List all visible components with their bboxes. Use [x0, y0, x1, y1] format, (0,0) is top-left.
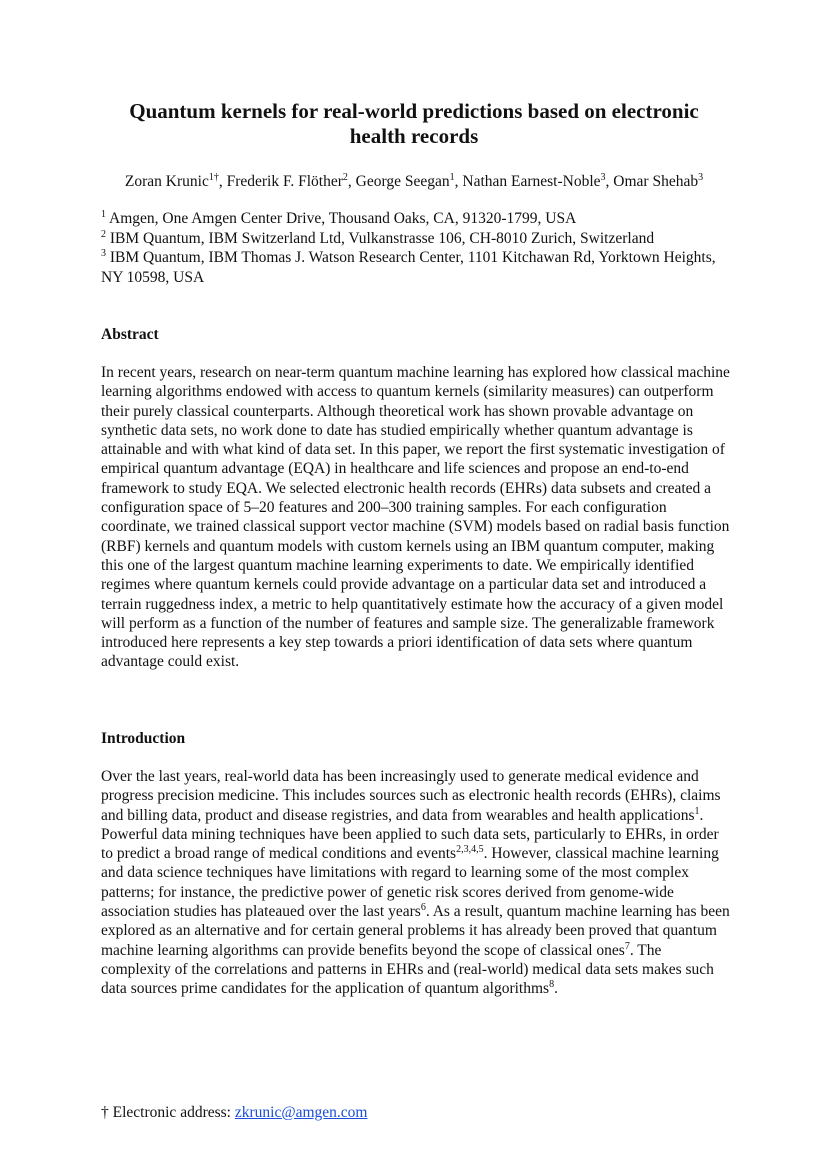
intro-text-segment: . The complexity of the correlations and patterns in EHRs and (real-world) medical data sets makes such data sources prime candidates for the application of quantum algorithms [101, 941, 714, 998]
intro-text-segment: Over the last years, real-world data has been increasingly used to generate medical evidence and progress precision medicine. This includes sources such as electronic health records (EHRs), claims and billing data, product and disease registries, and data from wearables and health applications [101, 768, 721, 824]
footnote-label: † Electronic address: [101, 1104, 235, 1121]
title-line-1: Quantum kernels for real-world predictions based on electronic [129, 99, 699, 123]
abstract-heading: Abstract [101, 326, 159, 343]
affiliation-item [101, 229, 741, 249]
affiliation-text: IBM Quantum, IBM Switzerland Ltd, Vulkanstrasse 106, CH-8010 Zurich, Switzerland [106, 229, 655, 247]
introduction-heading: Introduction [101, 730, 186, 747]
affiliation-number: 2 [101, 228, 106, 240]
paper-title [90, 99, 738, 149]
author-name: George Seegan [355, 173, 450, 190]
email-link[interactable]: zkrunic@amgen.com [234, 1104, 368, 1121]
author-separator: , [218, 173, 227, 190]
author-separator: , [454, 173, 463, 190]
author-name: Nathan Earnest-Noble [462, 173, 601, 190]
author-affiliation-mark: 1 [449, 171, 455, 183]
author-affiliation-mark: 3 [698, 171, 704, 183]
corresponding-author-footnote [101, 1103, 368, 1122]
author-affiliation-mark: 1† [208, 171, 219, 183]
affiliation-text: IBM Quantum, IBM Thomas J. Watson Research Center, 1101 Kitchawan Rd, Yorktown Heights, NY 10598, USA [101, 249, 716, 286]
author-name: Zoran Krunic [124, 173, 209, 190]
affiliation-item [101, 209, 741, 229]
affiliation-list [101, 209, 741, 287]
intro-text-segment: . Powerful data mining techniques have been applied to such data sets, particularly to EHRs, in order to predict a broad range of medical conditions and events [101, 806, 719, 863]
affiliation-number: 3 [101, 247, 106, 259]
author-separator: , [347, 173, 356, 190]
abstract-paragraph: In recent years, research on near-term quantum machine learning has explored how classical machine learning algorithms endowed with access to quantum kernels (similarity measures) can outperform their purely classical counterparts. Although theoretical work has shown provable advantage on synthetic data sets, no work done to date has studied empirically whether quantum advantage is attainable and with what kind of data set. In this paper, we report the first systematic investigation of empirical quantum advantage (EQA) in healthcare and life sciences and propose an end-to-end framework to study EQA. We selected electronic health records (EHRs) data subsets and created a configuration space of 5–20 features and 200–300 training samples. For each configuration coordinate, we trained classical support vector machine (SVM) models based on radial basis function (RBF) kernels and quantum models with custom kernels using an IBM quantum computer, making this one of the largest quantum machine learning experiments to date. We empirically identified regimes where quantum kernels could provide advantage on a particular data set and introduced a terrain ruggedness index, a metric to help quantitatively estimate how the accuracy of a given model will perform as a function of the number of features and sample size. The generalizable framework introduced here represents a key step towards a priori identification of data sets where quantum advantage could exist. [101, 364, 730, 671]
title-line-2: health records [349, 124, 479, 148]
author-separator: , [605, 173, 614, 190]
author-name: Frederik F. Flöther [226, 173, 343, 190]
intro-text-segment: . However, classical machine learning and data science techniques have limitations with regard to learning some of the most complex patterns; for instance, the predictive power of genetic risk scores derived from genome-wide association studies has plateaued over the last years [101, 845, 719, 921]
author-list [60, 172, 768, 192]
intro-text-segment: . [554, 980, 558, 998]
citation-mark: 2,3,4,5 [456, 844, 484, 856]
citation-mark: 7 [624, 940, 630, 952]
intro-text-segment: . As a result, quantum machine learning has been explored as an alternative and for certain general problems it has already been proved that quantum machine learning algorithms can provide benefits beyond the scope of classical ones [101, 903, 730, 959]
affiliation-item [101, 248, 741, 287]
author-name: Omar Shehab [613, 173, 699, 190]
citation-mark: 6 [420, 901, 426, 913]
citation-mark: 1 [694, 805, 700, 817]
affiliation-text: Amgen, One Amgen Center Drive, Thousand Oaks, CA, 91320-1799, USA [106, 210, 577, 227]
author-affiliation-mark: 2 [342, 171, 348, 183]
affiliation-number: 1 [101, 208, 106, 220]
introduction-paragraph [101, 767, 731, 999]
citation-mark: 8 [549, 979, 555, 991]
author-affiliation-mark: 3 [600, 171, 606, 183]
